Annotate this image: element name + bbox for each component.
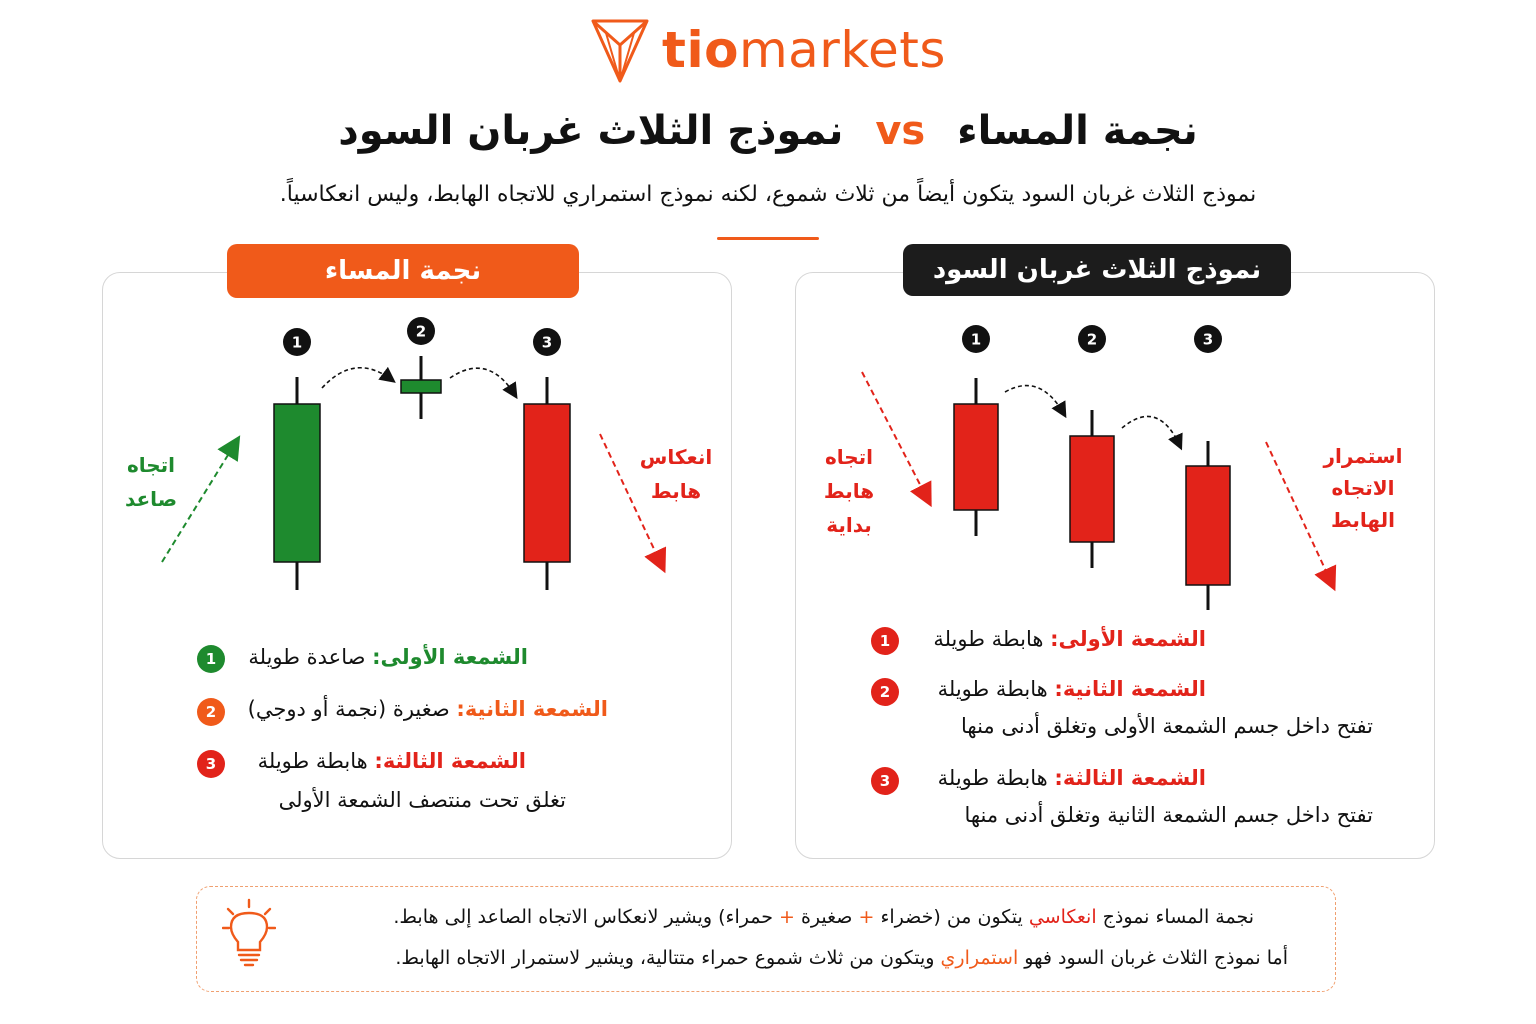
evening-num-1: 1: [291, 333, 303, 352]
evening-arrow-1-2: [322, 368, 392, 388]
crows-num-3: 3: [1202, 330, 1214, 349]
crows-item-2: الشمعة الثانية: هابطة طويلة: [937, 677, 1206, 701]
crows-item-2-badge: 2: [871, 678, 899, 706]
crows-item-3-badge: 3: [871, 767, 899, 795]
title-vs: vs: [875, 108, 926, 154]
note-line-2: أما نموذج الثلاث غربان السود فهو استمراري ويتكون من ثلاث شموع حمراء متتالية، ويشير لاستمرار الاتجاه الهابط.: [395, 947, 1288, 969]
evening-item-2: الشمعة الثانية: صغيرة (نجمة أو دوجي): [247, 697, 608, 721]
three-crows-pill: نموذج الثلاث غربان السود: [903, 244, 1291, 296]
crows-arrow-2-3: [1122, 416, 1180, 446]
downtrend-start-label: اتجاه هابط بداية: [823, 445, 875, 537]
crows-item-1: الشمعة الأولى: هابطة طويلة: [933, 627, 1206, 651]
lightbulb-icon: [222, 898, 276, 970]
crows-num-1: 1: [970, 330, 982, 349]
evening-candle-2: [401, 356, 441, 419]
crows-num-2: 2: [1086, 330, 1098, 349]
evening-item-3-badge: 3: [197, 750, 225, 778]
evening-candle-3: [524, 377, 570, 590]
crows-candle-2: [1070, 410, 1114, 568]
note-line-1: نجمة المساء نموذج انعكاسي يتكون من (خضراء + صغيرة + حمراء) ويشير لانعكاس الاتجاه الصاعد إلى هابط.: [393, 906, 1254, 928]
evening-item-2-badge: 2: [197, 698, 225, 726]
evening-num-3: 3: [541, 333, 553, 352]
crows-candle-1: [954, 378, 998, 536]
evening-item-1-badge: 1: [197, 645, 225, 673]
evening-star-pill: نجمة المساء: [227, 244, 579, 298]
evening-item-3: الشمعة الثالثة: هابطة طويلة: [257, 749, 526, 773]
reversal-label: انعكاس هابط: [639, 445, 713, 503]
page-subtitle: نموذج الثلاث غربان السود يتكون أيضاً من ثلاث شموع، لكنه نموذج استمراري للاتجاه الهابط، وليس انعكاسياً.: [279, 182, 1257, 207]
evening-item-3-sub: تغلق تحت منتصف الشمعة الأولى: [278, 788, 566, 812]
crows-candle-3: [1186, 441, 1230, 610]
evening-arrow-2-3: [450, 368, 515, 395]
title-left: نموذج الثلاث غربان السود: [338, 108, 844, 154]
evening-item-1: الشمعة الأولى: صاعدة طويلة: [248, 645, 528, 669]
evening-candle-1: [274, 377, 320, 590]
logo-wordmark: tiomarkets: [662, 21, 946, 79]
evening-num-2: 2: [415, 322, 427, 341]
continuation-label: استمرار الاتجاه الهابط: [1323, 444, 1403, 532]
uptrend-label: اتجاه صاعد: [124, 453, 178, 511]
crows-item-1-badge: 1: [871, 627, 899, 655]
crows-item-3-sub: تفتح داخل جسم الشمعة الثانية وتغلق أدنى منها: [964, 803, 1373, 827]
summary-note: [196, 886, 1336, 992]
title-right: نجمة المساء: [957, 108, 1198, 154]
crows-item-3: الشمعة الثالثة: هابطة طويلة: [937, 766, 1206, 790]
crows-item-2-sub: تفتح داخل جسم الشمعة الأولى وتغلق أدنى منها: [961, 714, 1373, 738]
crows-arrow-1-2: [1005, 386, 1064, 414]
